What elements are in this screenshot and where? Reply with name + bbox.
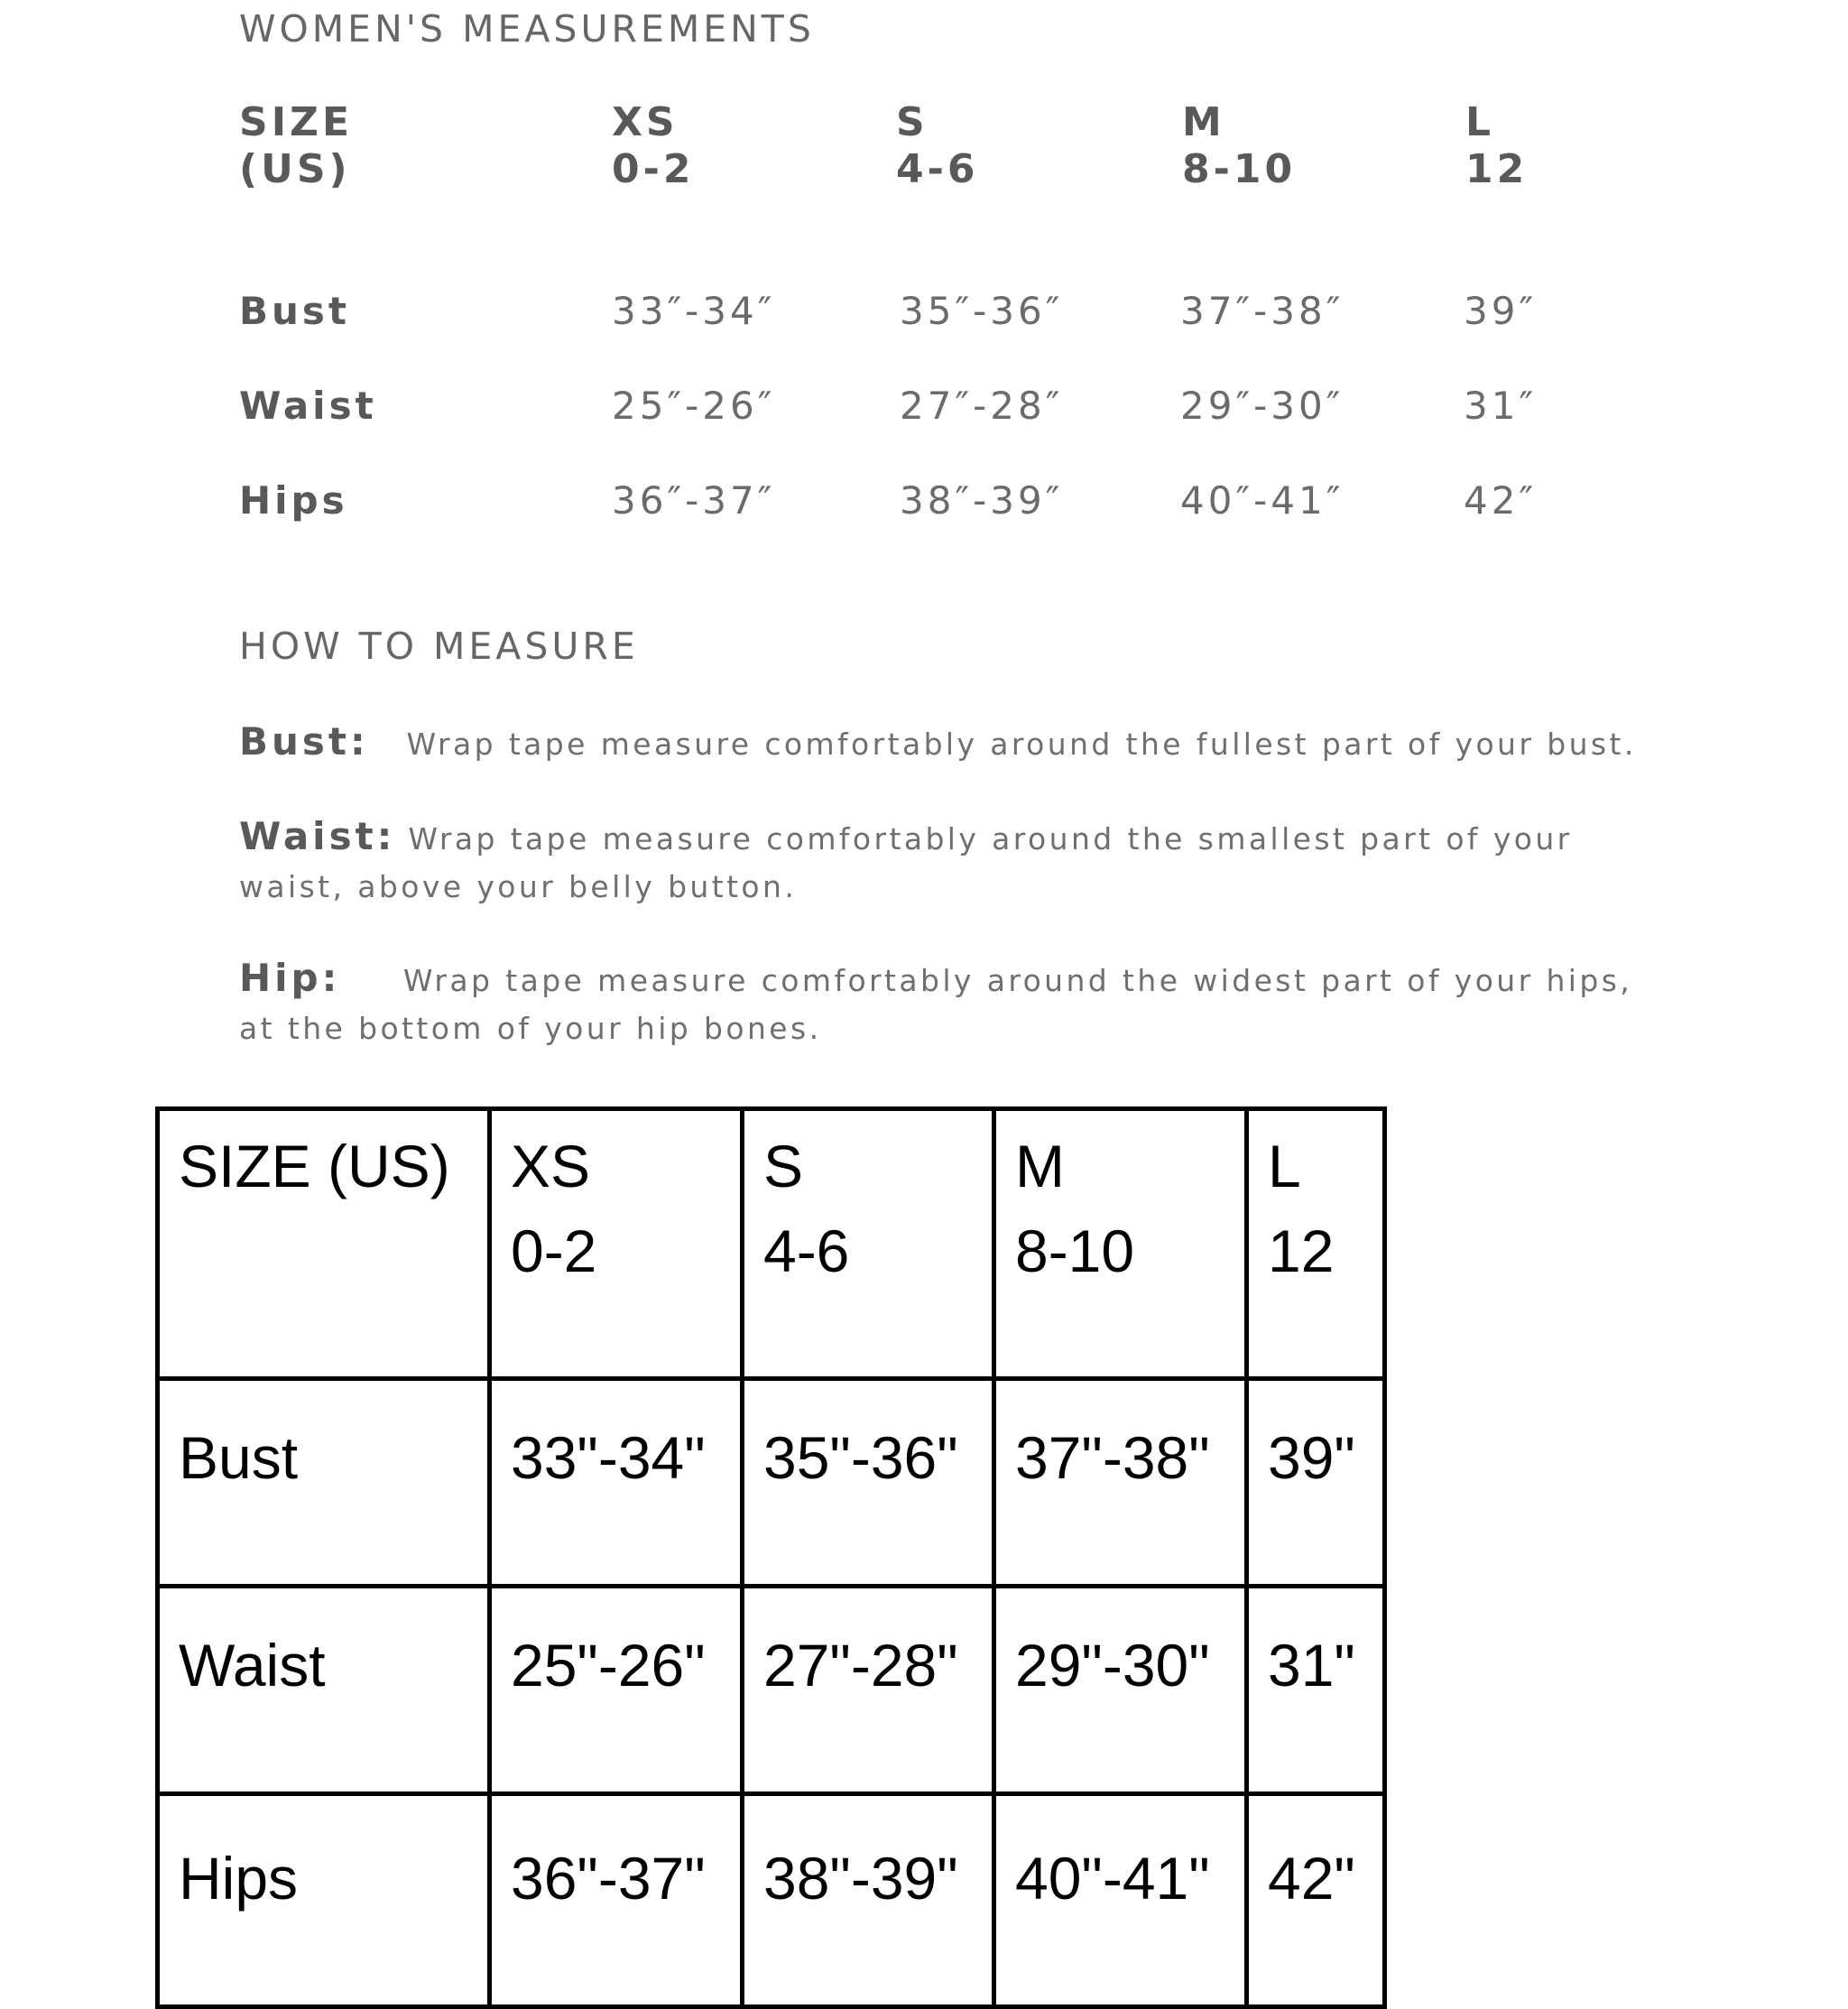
size-header-xs	[612, 99, 695, 193]
size-name: S	[896, 99, 929, 145]
size-name: XS	[511, 1133, 591, 1199]
table-row-label: Hips	[158, 1794, 490, 2007]
size-name: M	[1015, 1133, 1065, 1199]
table-cell: 27"-28"	[743, 1587, 994, 1794]
table-cell: 31"	[1247, 1587, 1385, 1794]
size-range: 0-2	[511, 1217, 597, 1284]
size-header-line2: (US)	[239, 146, 351, 192]
size-range: 12	[1465, 146, 1529, 192]
how-to-text: Wrap tape measure comfortably around the smallest part of your waist, above your belly button.	[239, 821, 1573, 904]
size-header-line1: SIZE	[239, 99, 354, 145]
size-name: S	[763, 1133, 804, 1199]
how-to-bust	[239, 718, 1647, 768]
how-to-measure-title: HOW TO MEASURE	[239, 625, 639, 668]
waist-s-value: 27″-28″	[900, 384, 1064, 428]
size-range: 8-10	[1015, 1217, 1135, 1284]
row-label-bust: Bust	[239, 289, 350, 333]
table-header-xs	[490, 1109, 743, 1379]
how-to-term: Hip:	[239, 956, 341, 1000]
table-header-size-label	[158, 1109, 490, 1379]
table-header-l	[1247, 1109, 1385, 1379]
size-range: 8-10	[1182, 146, 1297, 192]
size-range: 0-2	[612, 146, 695, 192]
bust-m-value: 37″-38″	[1180, 289, 1344, 333]
row-label-waist: Waist	[239, 384, 377, 428]
how-to-term: Bust:	[239, 719, 369, 764]
measurements-title: WOMEN'S MEASUREMENTS	[239, 7, 815, 51]
table-cell: 36"-37"	[490, 1794, 743, 2007]
how-to-text: Wrap tape measure comfortably around the widest part of your hips, at the bottom of your hip bones.	[239, 963, 1633, 1046]
size-name: L	[1268, 1133, 1301, 1199]
size-range: 4-6	[896, 146, 979, 192]
bust-xs-value: 33″-34″	[612, 289, 776, 333]
waist-l-value: 31″	[1464, 384, 1538, 428]
row-label-hips: Hips	[239, 478, 348, 523]
table-cell: 37"-38"	[994, 1379, 1247, 1587]
table-cell: 25"-26"	[490, 1587, 743, 1794]
how-to-text: Wrap tape measure comfortably around the fullest part of your bust.	[406, 727, 1637, 762]
how-to-waist	[239, 812, 1647, 911]
table-header-s	[743, 1109, 994, 1379]
waist-xs-value: 25″-26″	[612, 384, 776, 428]
table-row-label: Bust	[158, 1379, 490, 1587]
table-header-m	[994, 1109, 1247, 1379]
how-to-hip	[239, 954, 1647, 1052]
hips-m-value: 40″-41″	[1180, 478, 1344, 523]
table-cell: 33"-34"	[490, 1379, 743, 1587]
table-cell: 40"-41"	[994, 1794, 1247, 2007]
table-row-hips	[158, 1794, 1385, 2007]
size-name: M	[1182, 99, 1225, 145]
table-row-bust	[158, 1379, 1385, 1587]
hips-xs-value: 36″-37″	[612, 478, 776, 523]
size-header-label	[239, 99, 353, 193]
waist-m-value: 29″-30″	[1180, 384, 1344, 428]
size-name: XS	[612, 99, 679, 145]
table-header-row	[158, 1109, 1385, 1379]
size-range: 12	[1268, 1217, 1335, 1284]
hips-s-value: 38″-39″	[900, 478, 1064, 523]
size-header-m	[1182, 99, 1296, 193]
table-cell: 38"-39"	[743, 1794, 994, 2007]
size-header-l	[1465, 99, 1528, 193]
table-cell: 39"	[1247, 1379, 1385, 1587]
hips-l-value: 42″	[1464, 478, 1538, 523]
table-cell: 35"-36"	[743, 1379, 994, 1587]
size-range: 4-6	[763, 1217, 850, 1284]
table-cell: 29"-30"	[994, 1587, 1247, 1794]
size-header-s	[896, 99, 979, 193]
header-label: SIZE (US)	[179, 1133, 450, 1199]
how-to-term: Waist:	[239, 814, 396, 858]
table-cell: 42"	[1247, 1794, 1385, 2007]
plain-size-table	[155, 1106, 1387, 2009]
size-name: L	[1465, 99, 1495, 145]
table-row-label: Waist	[158, 1587, 490, 1794]
bust-l-value: 39″	[1464, 289, 1538, 333]
table-row-waist	[158, 1587, 1385, 1794]
bust-s-value: 35″-36″	[900, 289, 1064, 333]
